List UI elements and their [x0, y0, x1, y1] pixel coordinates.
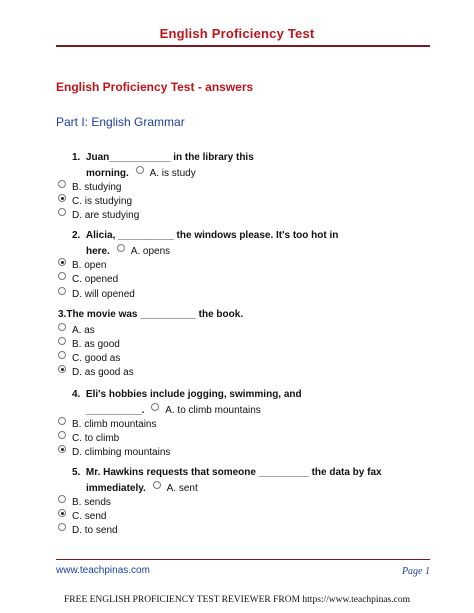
- question-2-line1: 2. Alicia, __________ the windows please. It's too hot in: [72, 230, 339, 241]
- q4-option-d-radio[interactable]: [58, 445, 66, 453]
- q3-option-b[interactable]: B. as good: [58, 337, 120, 350]
- header-title: English Proficiency Test: [159, 26, 315, 41]
- q3-option-a[interactable]: A. as: [58, 323, 95, 336]
- q1-option-d[interactable]: D. are studying: [58, 208, 139, 221]
- q1-option-c-radio[interactable]: [58, 194, 66, 202]
- q4-option-b[interactable]: B. climb mountains: [58, 417, 156, 430]
- q2-option-d[interactable]: D. will opened: [58, 287, 135, 300]
- q4-option-c[interactable]: C. to climb: [58, 431, 119, 444]
- q3-option-a-radio[interactable]: [58, 323, 66, 331]
- q1-option-b-radio[interactable]: [58, 180, 66, 188]
- header-divider: [56, 45, 430, 47]
- q5-option-c[interactable]: C. send: [58, 509, 106, 522]
- q2-option-d-radio[interactable]: [58, 287, 66, 295]
- q2-option-b[interactable]: B. open: [58, 258, 106, 271]
- q3-option-d[interactable]: D. as good as: [58, 365, 134, 378]
- q3-option-d-radio[interactable]: [58, 365, 66, 373]
- q5-option-c-radio[interactable]: [58, 509, 66, 517]
- q1-option-a-radio[interactable]: [136, 166, 144, 174]
- q4-option-b-radio[interactable]: [58, 417, 66, 425]
- q2-option-a-radio[interactable]: [117, 244, 125, 252]
- q5-option-d[interactable]: D. to send: [58, 523, 118, 536]
- question-4-line1: 4. Eli's hobbies include jogging, swimming, and: [72, 389, 302, 400]
- question-1-line1: 1. Juan___________ in the library this: [72, 152, 254, 163]
- question-1-line2: morning. A. is study: [86, 168, 196, 179]
- q5-option-a-radio[interactable]: [153, 481, 161, 489]
- q3-option-c-radio[interactable]: [58, 351, 66, 359]
- q1-option-c[interactable]: C. is studying: [58, 194, 132, 207]
- q3-option-c[interactable]: C. good as: [58, 351, 120, 364]
- page-number: Page 1: [401, 566, 430, 577]
- footer-link[interactable]: www.teachpinas.com: [56, 565, 150, 576]
- question-2-line2: here. A. opens: [86, 246, 171, 257]
- question-4-line2: __________. A. to climb mountains: [86, 405, 261, 416]
- q2-option-c[interactable]: C. opened: [58, 272, 118, 285]
- q4-option-d[interactable]: D. climbing mountains: [58, 445, 170, 458]
- q5-option-b[interactable]: B. sends: [58, 495, 111, 508]
- answers-heading: English Proficiency Test - answers: [56, 80, 254, 94]
- q3-option-b-radio[interactable]: [58, 337, 66, 345]
- q5-option-b-radio[interactable]: [58, 495, 66, 503]
- q2-option-c-radio[interactable]: [58, 272, 66, 280]
- q4-option-c-radio[interactable]: [58, 431, 66, 439]
- question-5-line2: immediately. A. sent: [86, 483, 198, 494]
- bottom-note: FREE ENGLISH PROFICIENCY TEST REVIEWER FROM https://www.teachpinas.com: [64, 595, 410, 605]
- part-heading: Part I: English Grammar: [56, 115, 185, 129]
- footer-divider: [56, 559, 430, 560]
- q2-option-b-radio[interactable]: [58, 258, 66, 266]
- q4-option-a-radio[interactable]: [151, 403, 159, 411]
- question-5-line1: 5. Mr. Hawkins requests that someone _________ the data by fax: [72, 467, 382, 478]
- question-3-line1: 3.The movie was __________ the book.: [58, 309, 244, 320]
- q5-option-d-radio[interactable]: [58, 523, 66, 531]
- q1-option-b[interactable]: B. studying: [58, 180, 121, 193]
- q1-option-d-radio[interactable]: [58, 208, 66, 216]
